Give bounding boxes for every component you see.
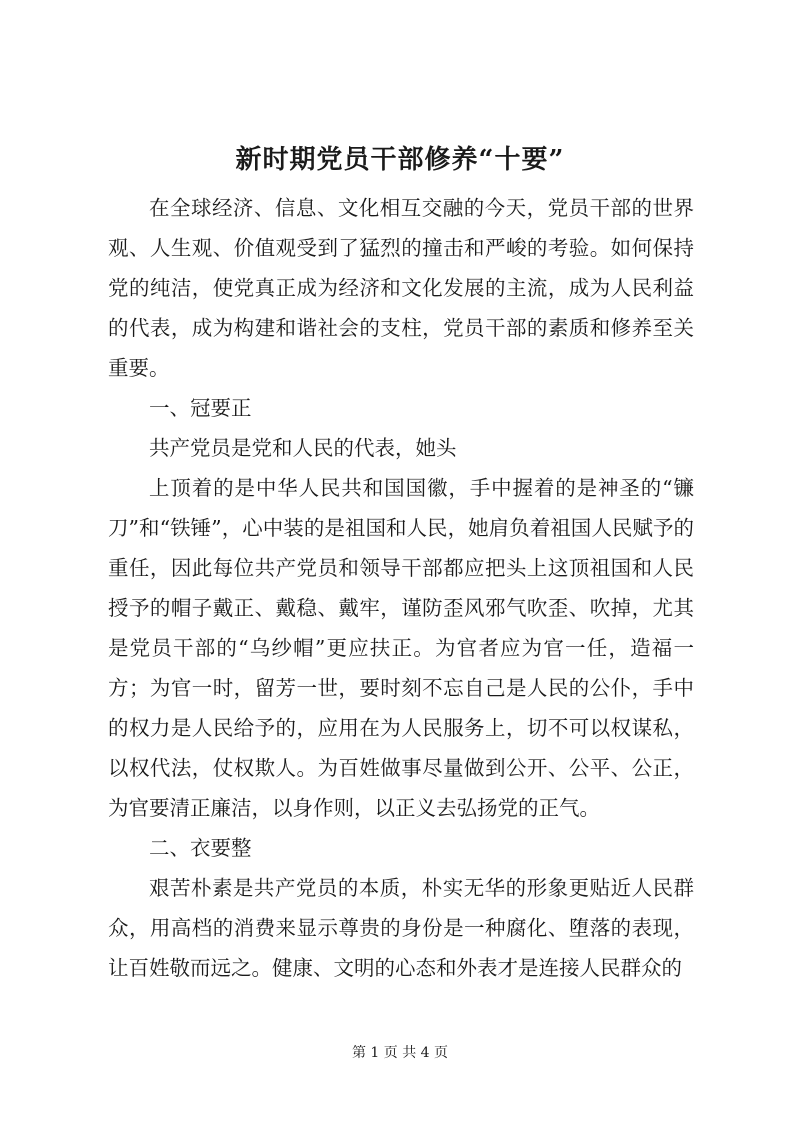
section-heading-2: 二、衣要整: [149, 836, 252, 860]
body-paragraph: 共产党员是党和人民的代表，她头: [149, 436, 457, 460]
page-footer: 第 1 页 共 4 页: [351, 1045, 449, 1061]
section-heading-1: 一、冠要正: [149, 396, 252, 420]
body-paragraph: 艰苦朴素是共产党员的本质，朴实无华的形象更贴近人民群众，用高档的消费来显示尊贵的身份是一种腐化、堕落的表现，让百姓敬而远之。健康、文明的心态和外表才是连接人民群众的: [108, 876, 694, 980]
intro-paragraph: 在全球经济、信息、文化相互交融的今天，党员干部的世界观、人生观、价值观受到了猛烈的撞击和严峻的考验。如何保持党的纯洁，使党真正成为经济和文化发展的主流，成为人民利益的代表，成为构建和谐社会的支柱，党员干部的素质和修养至关重要。: [108, 196, 694, 380]
body-paragraph: 上顶着的是中华人民共和国国徽，手中握着的是神圣的“镰刀”和“铁锤”，心中装的是祖国和人民，她肩负着祖国人民赋予的重任，因此每位共产党员和领导干部都应把头上这顶祖国和人民授予的帽子戴正、戴稳、戴牢，谨防歪风邪气吹歪、吹掉，尤其是党员干部的“乌纱帽”更应扶正。为官者应为官一任，造福一方；为官一时，留芳一世，要时刻不忘自己是人民的公仆，手中的权力是人民给予的，应用在为人民服务上，切不可以权谋私，以权代法，仗权欺人。为百姓做事尽量做到公开、公平、公正，为官要清正廉洁，以身作则，以正义去弘扬党的正气。: [108, 476, 694, 820]
document-body: [108, 188, 694, 988]
document-title: 新时期党员干部修养“十要”: [235, 145, 565, 175]
